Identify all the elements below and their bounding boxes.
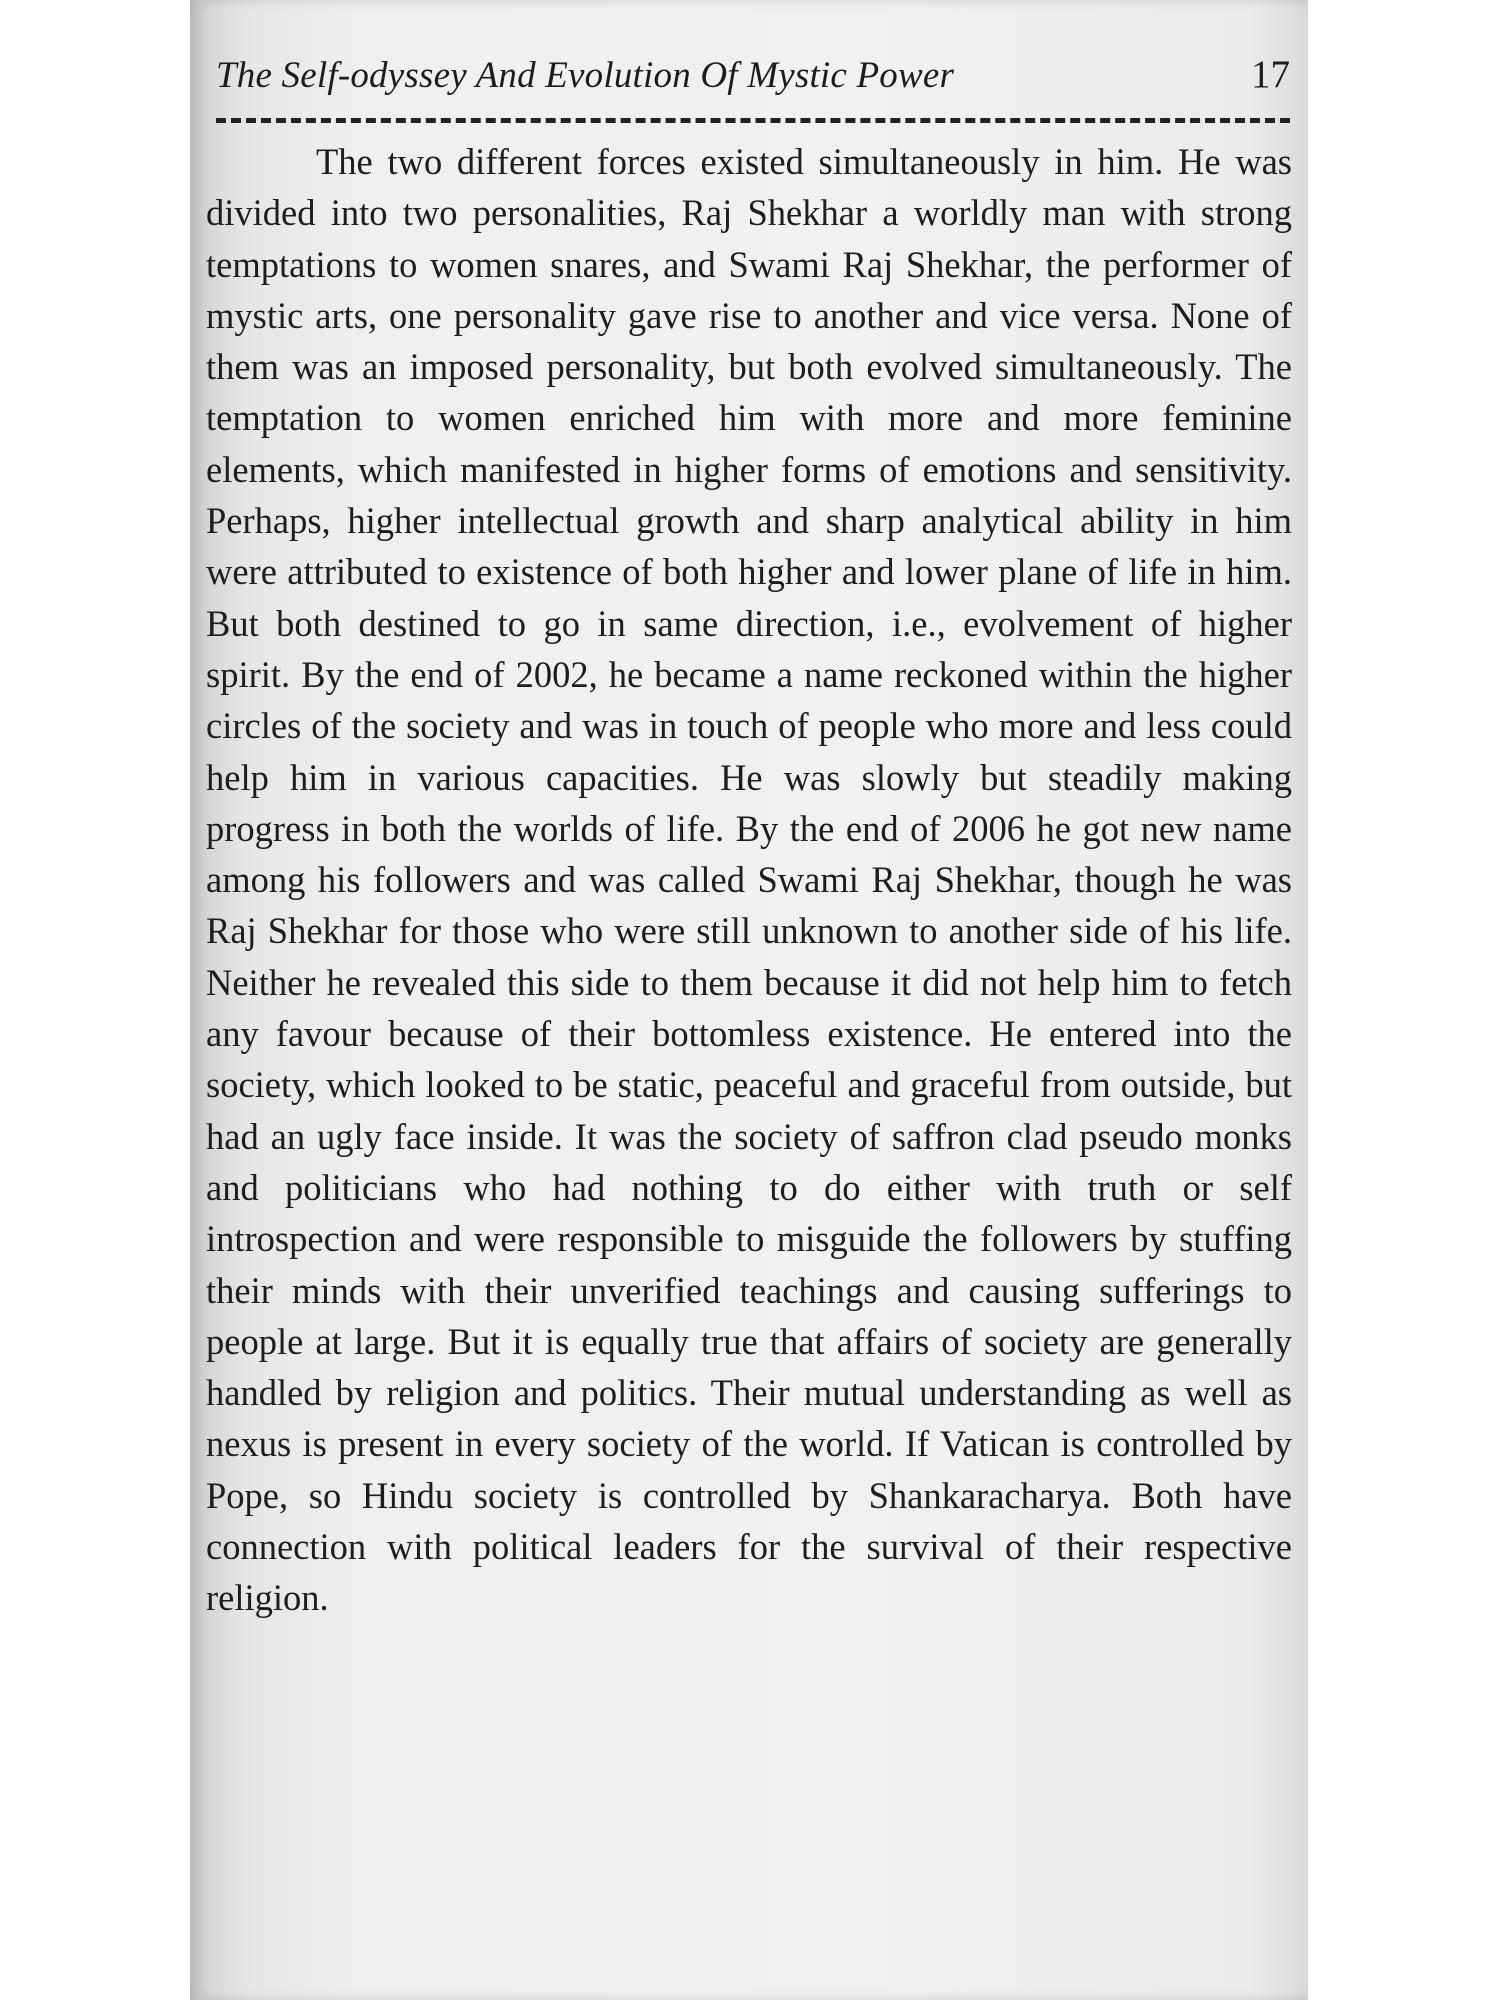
paragraph: The two different forces existed simultaneously in him. He was divided into two personalities, Raj Shekhar a worldly man with strong temptations to women snares, and Swami Raj Shekhar, the performer of mystic arts, one personality gave rise to another and vice versa. None of them was an imposed personality, but both evolved simultaneously. The temptation to women enriched him with more and more feminine elements, which manifested in higher forms of emotions and sensitivity. Perhaps, higher intellectual growth and sharp analytical ability in him were attributed to existence of both higher and lower plane of life in him. But both destined to go in same direction, i.e., evolvement of higher spirit. By the end of 2002, he became a name reckoned within the higher circles of the society and was in touch of people who more and less could help him in various capacities. He was slowly but steadily making progress in both the worlds of life. By the end of 2006 he got new name among his followers and was called Swami Raj Shekhar, though he was Raj Shekhar for those who were still unknown to another side of his life. Neither he revealed this side to them because it did not help him to fetch any favour because of their bottomless existence. He entered into the society, which looked to be static, peaceful and graceful from outside, but had an ugly face inside. It was the society of saffron clad pseudo monks and politicians who had nothing to do either with truth or self introspection and were responsible to misguide the followers by stuffing their minds with their unverified teachings and causing sufferings to people at large. But it is equally true that affairs of society are generally handled by religion and politics. Their mutual understanding as well as nexus is present in every society of the world. If Vatican is controlled by Pope, so Hindu society is controlled by Shankaracharya. Both have connection with political leaders for the survival of their respective religion. bbox=[206, 141, 1292, 1619]
running-title: The Self-odyssey And Evolution Of Mystic Power bbox=[216, 55, 955, 96]
book-page bbox=[190, 0, 1308, 2000]
page-header bbox=[216, 52, 1290, 112]
header-divider bbox=[216, 118, 1290, 123]
body-text bbox=[206, 136, 1292, 1624]
page-number: 17 bbox=[1251, 53, 1290, 96]
